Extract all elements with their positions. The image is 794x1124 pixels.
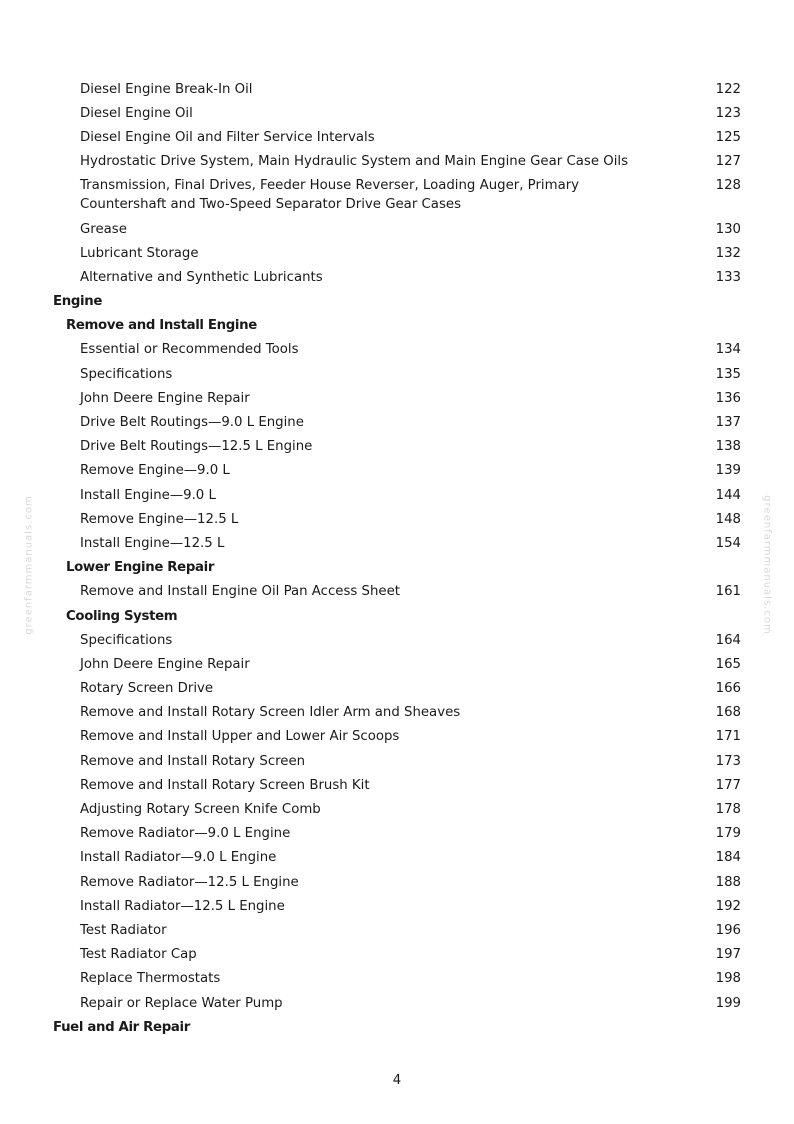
- toc-entry-page: 122: [715, 81, 741, 97]
- toc-entry-item[interactable]: [0, 797, 794, 821]
- toc-entry-item[interactable]: [0, 77, 794, 101]
- toc-entry-page: 135: [715, 366, 741, 382]
- toc-entry-item[interactable]: [0, 918, 794, 942]
- toc-entry-title: Remove Radiator—12.5 L Engine: [80, 874, 299, 890]
- toc-entry-title: Install Engine—9.0 L: [80, 487, 216, 503]
- toc-entry-item[interactable]: [0, 628, 794, 652]
- toc-entry-item[interactable]: [0, 386, 794, 410]
- watermark-text: greenfarmmanuals.com: [23, 495, 35, 635]
- toc-entry-title: Diesel Engine Oil and Filter Service Intervals: [80, 129, 375, 145]
- toc-entry-item[interactable]: [0, 483, 794, 507]
- toc-entry-title: Essential or Recommended Tools: [80, 342, 299, 358]
- toc-entry-title: Drive Belt Routings—12.5 L Engine: [80, 439, 313, 455]
- toc-entry-item[interactable]: [0, 822, 794, 846]
- toc-entry-item[interactable]: [0, 943, 794, 967]
- toc-entry-title: Remove and Install Rotary Screen Brush Kit: [80, 777, 370, 793]
- toc-entry-page: 173: [715, 753, 741, 769]
- toc-entry-title: Install Radiator—9.0 L Engine: [80, 850, 277, 866]
- toc-entry-title: Lubricant Storage: [80, 245, 199, 261]
- toc-entry-page: 134: [715, 342, 741, 358]
- toc-entry-page: 127: [715, 154, 741, 170]
- toc-entry-title: Test Radiator: [80, 922, 167, 938]
- toc-entry-page: 148: [715, 511, 741, 527]
- toc-entry-title: Adjusting Rotary Screen Knife Comb: [80, 802, 321, 818]
- toc-entry-title: Remove and Install Upper and Lower Air Scoops: [80, 729, 400, 745]
- toc-entry-title: Lower Engine Repair: [66, 560, 215, 576]
- toc-entry-item[interactable]: [0, 150, 794, 174]
- toc-entry-item[interactable]: [0, 507, 794, 531]
- toc-entry-page: 139: [715, 463, 741, 479]
- toc-entry-item[interactable]: [0, 991, 794, 1015]
- toc-entry-title: Remove Radiator—9.0 L Engine: [80, 826, 291, 842]
- toc-entry-title: Remove and Install Engine: [66, 318, 257, 334]
- toc-entry-item[interactable]: [0, 652, 794, 676]
- toc-entry-page: 168: [715, 705, 741, 721]
- toc-entry-page: 171: [715, 729, 741, 745]
- toc-entry-title: Grease: [80, 221, 127, 237]
- toc-entry-item[interactable]: [0, 894, 794, 918]
- toc-entry-page: 133: [715, 269, 741, 285]
- toc-entry-item[interactable]: [0, 338, 794, 362]
- toc-entry-page: 179: [715, 826, 741, 842]
- toc-entry-page: 198: [715, 971, 741, 987]
- toc-entry-title: Fuel and Air Repair: [53, 1019, 190, 1035]
- toc-entry-page: 196: [715, 922, 741, 938]
- table-of-contents: [0, 77, 794, 1039]
- toc-entry-page: 123: [715, 105, 741, 121]
- toc-entry-title: John Deere Engine Repair: [80, 656, 250, 672]
- toc-entry-section[interactable]: [0, 290, 794, 314]
- toc-entry-page: 138: [715, 439, 741, 455]
- toc-entry-item[interactable]: [0, 701, 794, 725]
- toc-entry-item[interactable]: [0, 241, 794, 265]
- toc-entry-title: Remove Engine—12.5 L: [80, 511, 239, 527]
- toc-entry-page: 132: [715, 245, 741, 261]
- toc-entry-title: Transmission, Final Drives, Feeder House Reverser, Loading Auger, Primary Countershaft and Two-Speed Separator Drive Gear Cases: [80, 178, 580, 213]
- toc-entry-title: Install Radiator—12.5 L Engine: [80, 898, 285, 914]
- toc-entry-title: Cooling System: [66, 608, 178, 624]
- toc-entry-item[interactable]: [0, 870, 794, 894]
- toc-entry-page: 144: [715, 487, 741, 503]
- toc-entry-page: 137: [715, 415, 741, 431]
- toc-entry-page: 188: [715, 874, 741, 890]
- toc-entry-page: 136: [715, 390, 741, 406]
- toc-entry-item[interactable]: [0, 846, 794, 870]
- toc-entry-item[interactable]: [0, 435, 794, 459]
- toc-entry-page: 197: [715, 947, 741, 963]
- toc-entry-title: Remove and Install Rotary Screen Idler Arm and Sheaves: [80, 705, 461, 721]
- toc-entry-title: Hydrostatic Drive System, Main Hydraulic System and Main Engine Gear Case Oils: [80, 154, 629, 170]
- toc-entry-title: Rotary Screen Drive: [80, 681, 214, 697]
- toc-entry-item[interactable]: [0, 773, 794, 797]
- toc-entry-title: Alternative and Synthetic Lubricants: [80, 269, 323, 285]
- toc-entry-item[interactable]: [0, 749, 794, 773]
- toc-entry-title: Install Engine—12.5 L: [80, 535, 225, 551]
- toc-entry-item[interactable]: [0, 677, 794, 701]
- toc-entry-page: 166: [715, 681, 741, 697]
- toc-entry-title: Diesel Engine Break-In Oil: [80, 81, 253, 97]
- toc-entry-title: Remove Engine—9.0 L: [80, 463, 230, 479]
- toc-entry-title: Replace Thermostats: [80, 971, 221, 987]
- toc-entry-section[interactable]: [0, 1015, 794, 1039]
- toc-entry-page: 192: [715, 898, 741, 914]
- toc-entry-item[interactable]: [0, 725, 794, 749]
- toc-entry-title: Specifications: [80, 632, 173, 648]
- toc-entry-item[interactable]: [0, 410, 794, 434]
- toc-entry-title: Repair or Replace Water Pump: [80, 995, 283, 1011]
- toc-entry-title: John Deere Engine Repair: [80, 390, 250, 406]
- toc-entry-subsection[interactable]: [0, 604, 794, 628]
- toc-entry-item[interactable]: [0, 217, 794, 241]
- toc-entry-subsection[interactable]: [0, 556, 794, 580]
- toc-entry-page: 199: [715, 995, 741, 1011]
- toc-entry-title: Drive Belt Routings—9.0 L Engine: [80, 415, 304, 431]
- toc-entry-page: 164: [715, 632, 741, 648]
- toc-entry-page: 178: [715, 802, 741, 818]
- watermark-right: [760, 485, 774, 645]
- watermark-text: greenfarmmanuals.com: [761, 495, 773, 635]
- toc-entry-page: 130: [715, 221, 741, 237]
- watermark-left: [22, 485, 36, 645]
- toc-entry-subsection[interactable]: [0, 314, 794, 338]
- toc-entry-title: Remove and Install Engine Oil Pan Access Sheet: [80, 584, 400, 600]
- toc-entry-page: 165: [715, 656, 741, 672]
- toc-entry-title: Test Radiator Cap: [80, 947, 197, 963]
- toc-entry-title: Remove and Install Rotary Screen: [80, 753, 306, 769]
- toc-entry-item[interactable]: [0, 174, 794, 217]
- toc-entry-title: Engine: [53, 294, 103, 310]
- toc-entry-page: 177: [715, 777, 741, 793]
- toc-entry-item[interactable]: [0, 362, 794, 386]
- toc-entry-item[interactable]: [0, 125, 794, 149]
- toc-entry-page: 161: [715, 584, 741, 600]
- toc-entry-item[interactable]: [0, 580, 794, 604]
- toc-entry-title: Diesel Engine Oil: [80, 105, 193, 121]
- toc-entry-page: 128: [715, 178, 741, 194]
- toc-entry-item[interactable]: [0, 265, 794, 289]
- toc-entry-title: Specifications: [80, 366, 173, 382]
- toc-entry-item[interactable]: [0, 459, 794, 483]
- toc-entry-item[interactable]: [0, 101, 794, 125]
- toc-entry-page: 125: [715, 129, 741, 145]
- toc-entry-item[interactable]: [0, 531, 794, 555]
- toc-entry-page: 184: [715, 850, 741, 866]
- toc-entry-item[interactable]: [0, 967, 794, 991]
- toc-entry-page: 154: [715, 535, 741, 551]
- page-number: 4: [392, 1073, 402, 1088]
